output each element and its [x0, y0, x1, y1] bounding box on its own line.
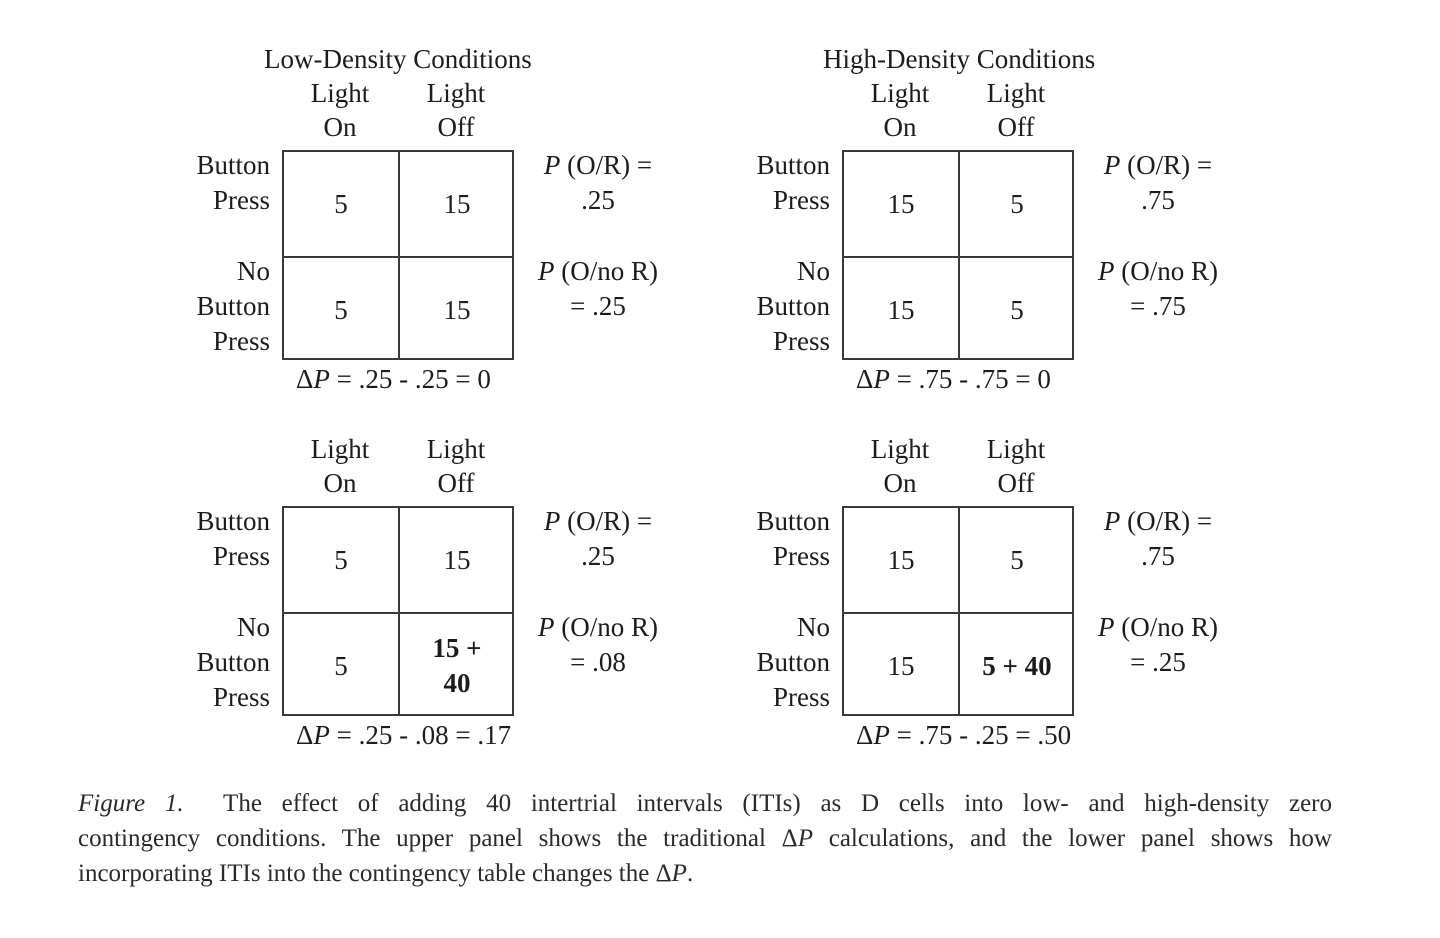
panel-title: High-Density Conditions: [823, 44, 1096, 74]
cell-d-with-iti: 5 + 40: [982, 650, 1052, 681]
probability-value: .25: [581, 185, 615, 215]
probability-line: [518, 610, 678, 645]
row-header-line: No: [797, 256, 830, 286]
p-symbol: P: [538, 612, 555, 642]
cell-c: 5: [334, 294, 348, 325]
probability-value: .75: [1141, 541, 1175, 571]
probability-line: [1078, 504, 1238, 539]
column-header-light-on: [842, 76, 958, 144]
delta-expression: = .25 - .25 = 0: [329, 364, 491, 394]
probability-outcome-given-no-response: [1078, 254, 1238, 324]
row-header-no-button-press: [150, 610, 270, 715]
column-header-light-off: [958, 432, 1074, 500]
cell-c: 15: [887, 294, 915, 325]
cell-d: 15: [443, 294, 471, 325]
probability-outcome-given-no-response: [1078, 610, 1238, 680]
row-header-line: Button: [196, 150, 270, 180]
delta-expression: = .75 - .75 = 0: [889, 364, 1051, 394]
row-header-no-button-press: [150, 254, 270, 359]
row-header-line: Press: [772, 541, 830, 571]
row-header-no-button-press: [710, 610, 830, 715]
caption-text: The effect of adding 40 intertrial intervals (ITIs) as D cells into low- and high-density zero: [223, 790, 1333, 817]
row-header-line: Press: [772, 185, 830, 215]
p-symbol: P: [1098, 256, 1115, 286]
column-header-line: On: [883, 112, 917, 142]
caption-text: calculations, and the lower panel shows how: [813, 825, 1332, 852]
probability-line: [1078, 610, 1238, 645]
panel-low-density-iti: [160, 398, 720, 748]
cell-d-with-iti: [400, 614, 514, 718]
column-header-line: On: [323, 112, 357, 142]
row-header-line: Button: [756, 150, 830, 180]
cell-b: 5: [1010, 188, 1024, 219]
row-header-line: No: [237, 612, 270, 642]
column-header-light-on: [282, 76, 398, 144]
row-header-line: Button: [196, 647, 270, 677]
p-symbol: P: [313, 364, 330, 394]
column-header-line: On: [883, 468, 917, 498]
delta-symbol: Δ: [856, 720, 874, 750]
probability-outcome-given-response: [1078, 504, 1238, 574]
p-symbol: P: [873, 364, 890, 394]
cell-a: 5: [334, 544, 348, 575]
panel-low-density-traditional: [160, 42, 720, 392]
row-header-line: Press: [772, 682, 830, 712]
cell-a: 15: [887, 188, 915, 219]
column-header-line: Light: [870, 434, 930, 464]
row-header-line: Press: [212, 541, 270, 571]
delta-symbol: Δ: [856, 364, 874, 394]
row-header-button-press: [710, 148, 830, 218]
p-label: (O/R) =: [1120, 150, 1213, 180]
p-symbol: P: [313, 720, 330, 750]
p-symbol: P: [1098, 612, 1115, 642]
row-header-line: Button: [756, 647, 830, 677]
caption-text: contingency conditions. The upper panel shows the traditional Δ: [78, 825, 798, 852]
probability-value: = .08: [570, 647, 626, 677]
panel-high-density-traditional: [720, 42, 1280, 392]
column-header-line: Off: [997, 468, 1035, 498]
row-header-line: No: [797, 612, 830, 642]
caption-text: .: [686, 860, 694, 887]
caption-text: incorporating ITIs into the contingency table changes the Δ: [78, 860, 672, 887]
cell-a: 5: [334, 188, 348, 219]
cell-a: 15: [887, 544, 915, 575]
column-header-line: Light: [426, 434, 486, 464]
row-header-line: Press: [212, 682, 270, 712]
delta-p-calculation: [856, 720, 1071, 750]
column-header-line: Off: [437, 468, 475, 498]
column-header-line: Light: [986, 78, 1046, 108]
probability-outcome-given-response: [1078, 148, 1238, 218]
column-header-line: Light: [986, 434, 1046, 464]
contingency-table: [282, 150, 514, 360]
delta-symbol: Δ: [296, 720, 314, 750]
p-symbol: P: [873, 720, 890, 750]
row-header-no-button-press: [710, 254, 830, 359]
p-symbol: P: [671, 860, 687, 887]
column-header-line: Light: [870, 78, 930, 108]
delta-p-calculation: [856, 364, 1051, 394]
probability-outcome-given-no-response: [518, 610, 678, 680]
row-header-line: Button: [756, 291, 830, 321]
p-label: (O/no R): [1114, 612, 1218, 642]
column-header-light-off: [398, 76, 514, 144]
probability-outcome-given-response: [518, 504, 678, 574]
p-label: (O/R) =: [560, 506, 653, 536]
contingency-table: [282, 506, 514, 716]
caption-line-1: [78, 786, 1332, 821]
row-header-line: Press: [212, 326, 270, 356]
probability-outcome-given-no-response: [518, 254, 678, 324]
delta-expression: = .75 - .25 = .50: [889, 720, 1072, 750]
probability-line: [518, 504, 678, 539]
probability-value: = .75: [1130, 291, 1186, 321]
row-header-line: Button: [196, 506, 270, 536]
column-header-line: Light: [310, 434, 370, 464]
caption-line-3: [78, 856, 1332, 891]
p-label: (O/R) =: [1120, 506, 1213, 536]
cell-b: 15: [443, 188, 471, 219]
probability-value: = .25: [1130, 647, 1186, 677]
p-symbol: P: [543, 150, 561, 180]
probability-line: [1078, 148, 1238, 183]
cell-line: 15 +: [432, 633, 482, 663]
figure-label: Figure 1.: [78, 790, 184, 817]
column-header-line: Light: [426, 78, 486, 108]
p-symbol: P: [538, 256, 555, 286]
probability-line: [518, 254, 678, 289]
caption-line-2: [78, 821, 1332, 856]
delta-p-calculation: [296, 364, 491, 394]
panel-title: Low-Density Conditions: [264, 44, 532, 74]
p-symbol: P: [543, 506, 561, 536]
column-header-line: On: [323, 468, 357, 498]
delta-expression: = .25 - .08 = .17: [329, 720, 512, 750]
cell-c: 15: [887, 650, 915, 681]
row-header-button-press: [710, 504, 830, 574]
column-header-line: Off: [437, 112, 475, 142]
p-symbol: P: [1103, 506, 1121, 536]
probability-line: [518, 148, 678, 183]
probability-outcome-given-response: [518, 148, 678, 218]
row-header-line: No: [237, 256, 270, 286]
panel-high-density-iti: [720, 398, 1280, 748]
column-header-light-off: [398, 432, 514, 500]
cell-c: 5: [334, 650, 348, 681]
cell-line: 40: [443, 668, 471, 698]
contingency-table: [842, 506, 1074, 716]
column-header-light-on: [842, 432, 958, 500]
row-header-line: Button: [756, 506, 830, 536]
delta-p-calculation: [296, 720, 511, 750]
cell-d: 5: [1010, 294, 1024, 325]
p-symbol: P: [797, 825, 814, 852]
p-label: (O/R) =: [560, 150, 653, 180]
p-label: (O/no R): [554, 256, 658, 286]
row-header-button-press: [150, 504, 270, 574]
p-label: (O/no R): [554, 612, 658, 642]
column-header-line: Light: [310, 78, 370, 108]
cell-b: 15: [443, 544, 471, 575]
column-header-light-on: [282, 432, 398, 500]
probability-line: [1078, 254, 1238, 289]
probability-value: .25: [581, 541, 615, 571]
contingency-table: [842, 150, 1074, 360]
probability-value: .75: [1141, 185, 1175, 215]
column-header-light-off: [958, 76, 1074, 144]
p-symbol: P: [1103, 150, 1121, 180]
figure-caption: [78, 786, 1332, 891]
cell-b: 5: [1010, 544, 1024, 575]
row-header-line: Button: [196, 291, 270, 321]
delta-symbol: Δ: [296, 364, 314, 394]
row-header-button-press: [150, 148, 270, 218]
row-header-line: Press: [212, 185, 270, 215]
column-header-line: Off: [997, 112, 1035, 142]
row-header-line: Press: [772, 326, 830, 356]
p-label: (O/no R): [1114, 256, 1218, 286]
probability-value: = .25: [570, 291, 626, 321]
